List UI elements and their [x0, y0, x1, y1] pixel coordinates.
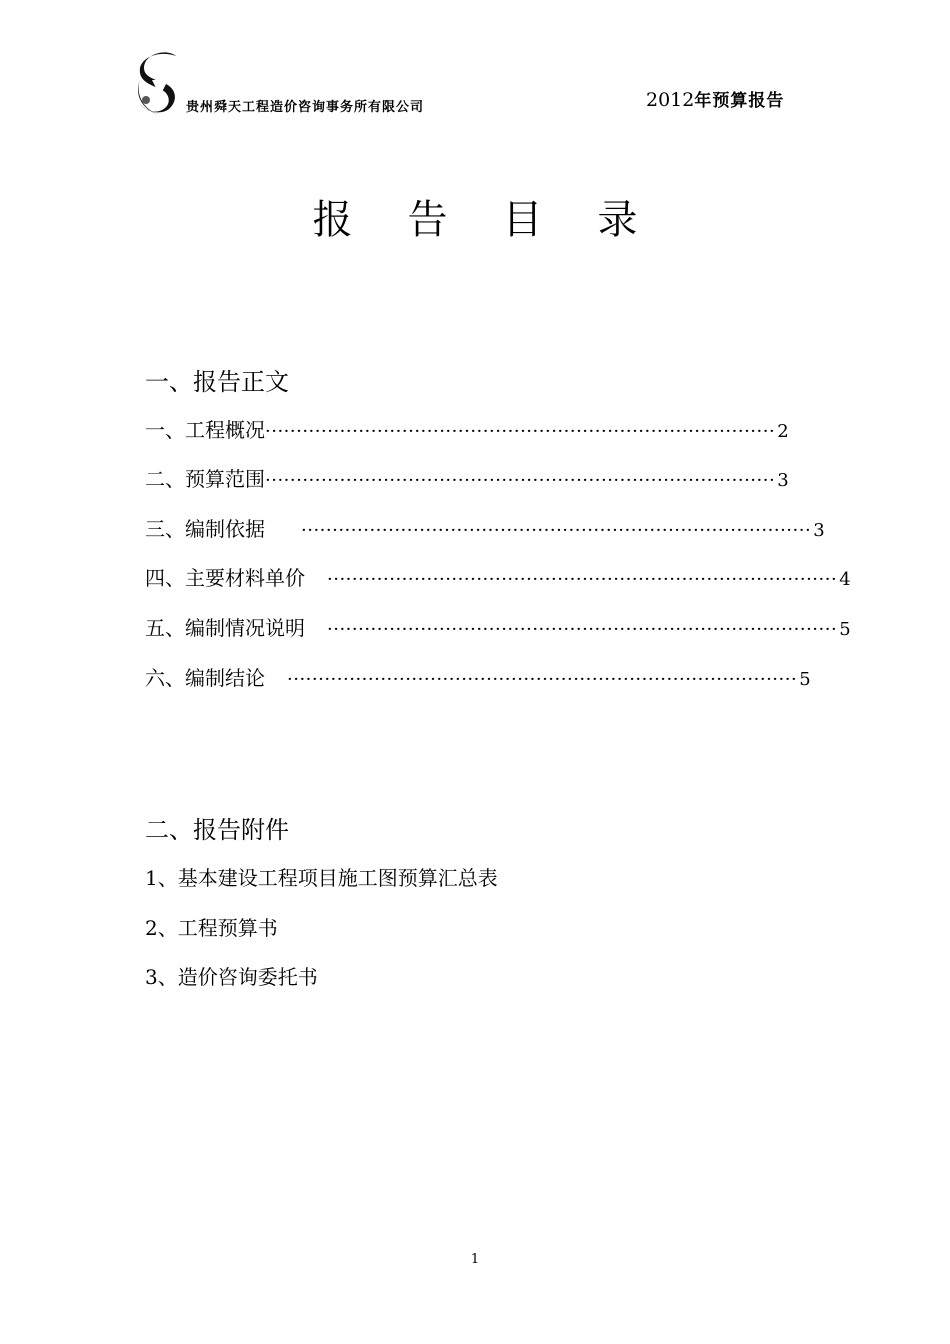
toc-label: 一、工程概况	[145, 418, 265, 442]
toc-page-number: 5	[839, 619, 851, 640]
report-year-label	[646, 86, 784, 111]
toc-leader-dots: ··················································································	[327, 619, 838, 640]
toc-page-number: 5	[799, 669, 811, 690]
toc-row-notes[interactable]	[145, 612, 851, 642]
toc-page-number: 3	[813, 520, 825, 541]
report-year: 2012	[646, 89, 695, 111]
toc-page-number: 2	[777, 421, 789, 442]
section-heading-attachments: 二、报告附件	[145, 816, 289, 844]
page-number: 1	[470, 1252, 480, 1267]
section-heading-main: 一、报告正文	[145, 368, 289, 396]
toc-label: 四、主要材料单价	[145, 566, 305, 590]
toc-label: 二、预算范围	[145, 467, 265, 491]
toc-row-conclusion[interactable]	[145, 662, 811, 692]
toc-row-scope[interactable]	[145, 463, 789, 493]
page-title: 报告目录	[312, 197, 693, 243]
toc-page-number: 4	[839, 569, 851, 590]
toc-row-overview[interactable]	[145, 414, 789, 444]
toc-row-basis[interactable]	[145, 513, 825, 543]
toc-leader-dots: ··················································································	[265, 470, 776, 491]
toc-label: 五、编制情况说明	[145, 616, 305, 640]
attachment-item-summary[interactable]: 1、基本建设工程项目施工图预算汇总表	[145, 866, 498, 890]
toc-leader-dots: ··················································································	[327, 569, 838, 590]
toc-page-number: 3	[777, 470, 789, 491]
toc-leader-dots: ··················································································	[287, 669, 798, 690]
company-logo-icon	[136, 50, 186, 116]
toc-row-materials[interactable]	[145, 562, 851, 592]
toc-label: 三、编制依据	[145, 517, 265, 541]
toc-leader-dots: ··················································································	[265, 421, 776, 442]
toc-leader-dots: ··················································································	[301, 520, 812, 541]
report-suffix: 年预算报告	[694, 91, 785, 111]
attachment-item-commission[interactable]: 3、造价咨询委托书	[145, 965, 318, 989]
toc-label: 六、编制结论	[145, 666, 265, 690]
company-name: 贵州舜天工程造价咨询事务所有限公司	[186, 100, 425, 115]
attachment-item-budget-book[interactable]: 2、工程预算书	[145, 916, 278, 940]
